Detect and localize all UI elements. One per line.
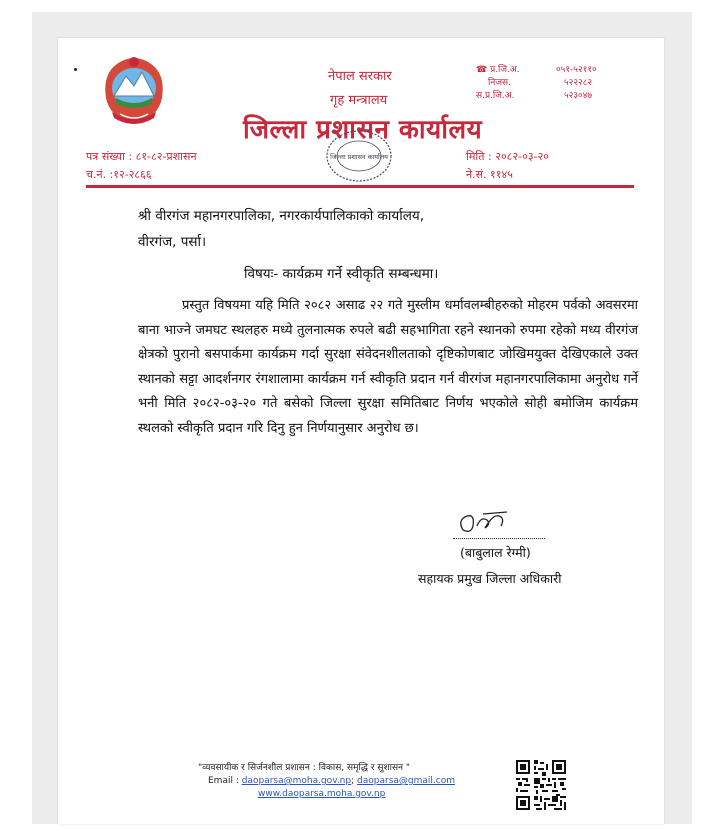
qr-code-icon — [516, 760, 566, 810]
phone-value: ५२३०४७ — [564, 91, 593, 101]
email-separator: ; — [351, 776, 355, 786]
phone-row — [476, 90, 597, 103]
signatory-designation: सहायक प्रमुख जिल्ला अधिकारी — [418, 571, 562, 586]
phone-label: स.प्र.जि.अ. — [476, 91, 515, 101]
phone-value: ०५१-५२११० — [556, 65, 597, 75]
phone-value: ५२२२८२ — [564, 78, 593, 88]
recipient-line-1: श्री वीरगंज महानगरपालिका, नगरकार्यपालिकाको कार्यालय, — [138, 208, 424, 224]
email-link-1[interactable]: daoparsa@moha.gov.np — [241, 776, 352, 786]
recipient-line-2: वीरगंज, पर्सा। — [138, 234, 207, 250]
reference-number: पत्र संख्या : ८१-८२-प्रशासन — [86, 150, 197, 163]
email-label: Email : — [208, 776, 239, 786]
office-stamp-icon — [324, 128, 394, 184]
website-link[interactable]: www.daoparsa.moha.gov.np — [258, 789, 386, 799]
letter-subject: विषयः- कार्यक्रम गर्ने स्वीकृति सम्बन्धमा। — [244, 266, 439, 282]
email-link-2[interactable]: daoparsa@gmail.com — [357, 776, 455, 786]
phone-label: ☎ प्र.जि.अ. — [476, 65, 520, 75]
letter-date: मिति : २०८२-०३-२० — [466, 150, 549, 163]
letter-sheet — [58, 38, 664, 824]
dispatch-number: च.नं. :१२-२८६६ — [86, 168, 152, 181]
header-divider — [86, 185, 634, 188]
nepal-sambat-date: ने.सं. ११४५ — [466, 168, 513, 181]
date-block — [466, 148, 549, 184]
footer-email-row — [208, 776, 455, 786]
stamp-text: जिल्ला प्रशासन कार्यालय — [330, 153, 388, 161]
signatory-name: (बाबुलाल रेग्मी) — [460, 545, 531, 560]
ink-dot — [74, 68, 77, 71]
letter-body-text: प्रस्तुत विषयमा यहि मिति २०८२ असाढ २२ गते मुस्लीम धर्मावलम्बीहरुको मोहरम पर्वको अवसरमा बाना भाज्ने जमघट स्थलहरु मध्ये तुलनात्मक रुपले बढी सहभागिता रहने स्थानको रुपमा रहेको मध्य वीरगंज क्षेत्रको पुरानो बसपार्कमा कार्यक्रम गर्दा सुरक्षा संवेदनशीलताको दृष्टिकोणबाट जोखिमयुक्त देखिएकाले उक्त स्थानको सट्टा आदर्शनगर रंगशालामा कार्यक्रम गर्न स्वीकृति प्रदान गर्न वीरगंज महानगरपालिकामा अनुरोध गर्ने भनी मिति २०८२-०३-२० गते बसेको जिल्ला सुरक्षा समितिबाट निर्णय भएकोले सोही बमोजिम कार्यक्रम स्थलको स्वीकृति प्रदान गरि दिनु हुन निर्णयानुसार अनुरोध छ। — [138, 298, 638, 436]
ministry-name: गृह मन्त्रालय — [330, 93, 388, 108]
handwritten-signature-icon — [453, 506, 523, 540]
letter-body — [138, 294, 638, 441]
reference-block — [86, 148, 197, 184]
government-name: नेपाल सरकार — [328, 69, 392, 84]
phone-row — [476, 64, 597, 77]
signature-line — [453, 538, 545, 539]
phone-list — [476, 64, 597, 103]
office-title: जिल्ला प्रशासन कार्यालय — [243, 115, 483, 145]
phone-row — [476, 77, 597, 90]
nepal-emblem-icon — [98, 52, 170, 132]
phone-label: निजस. — [488, 78, 511, 88]
footer-slogan: "व्यवसायीक र सिर्जनशील प्रशासन : विकास, समृद्धि र सुशासन " — [198, 763, 411, 773]
